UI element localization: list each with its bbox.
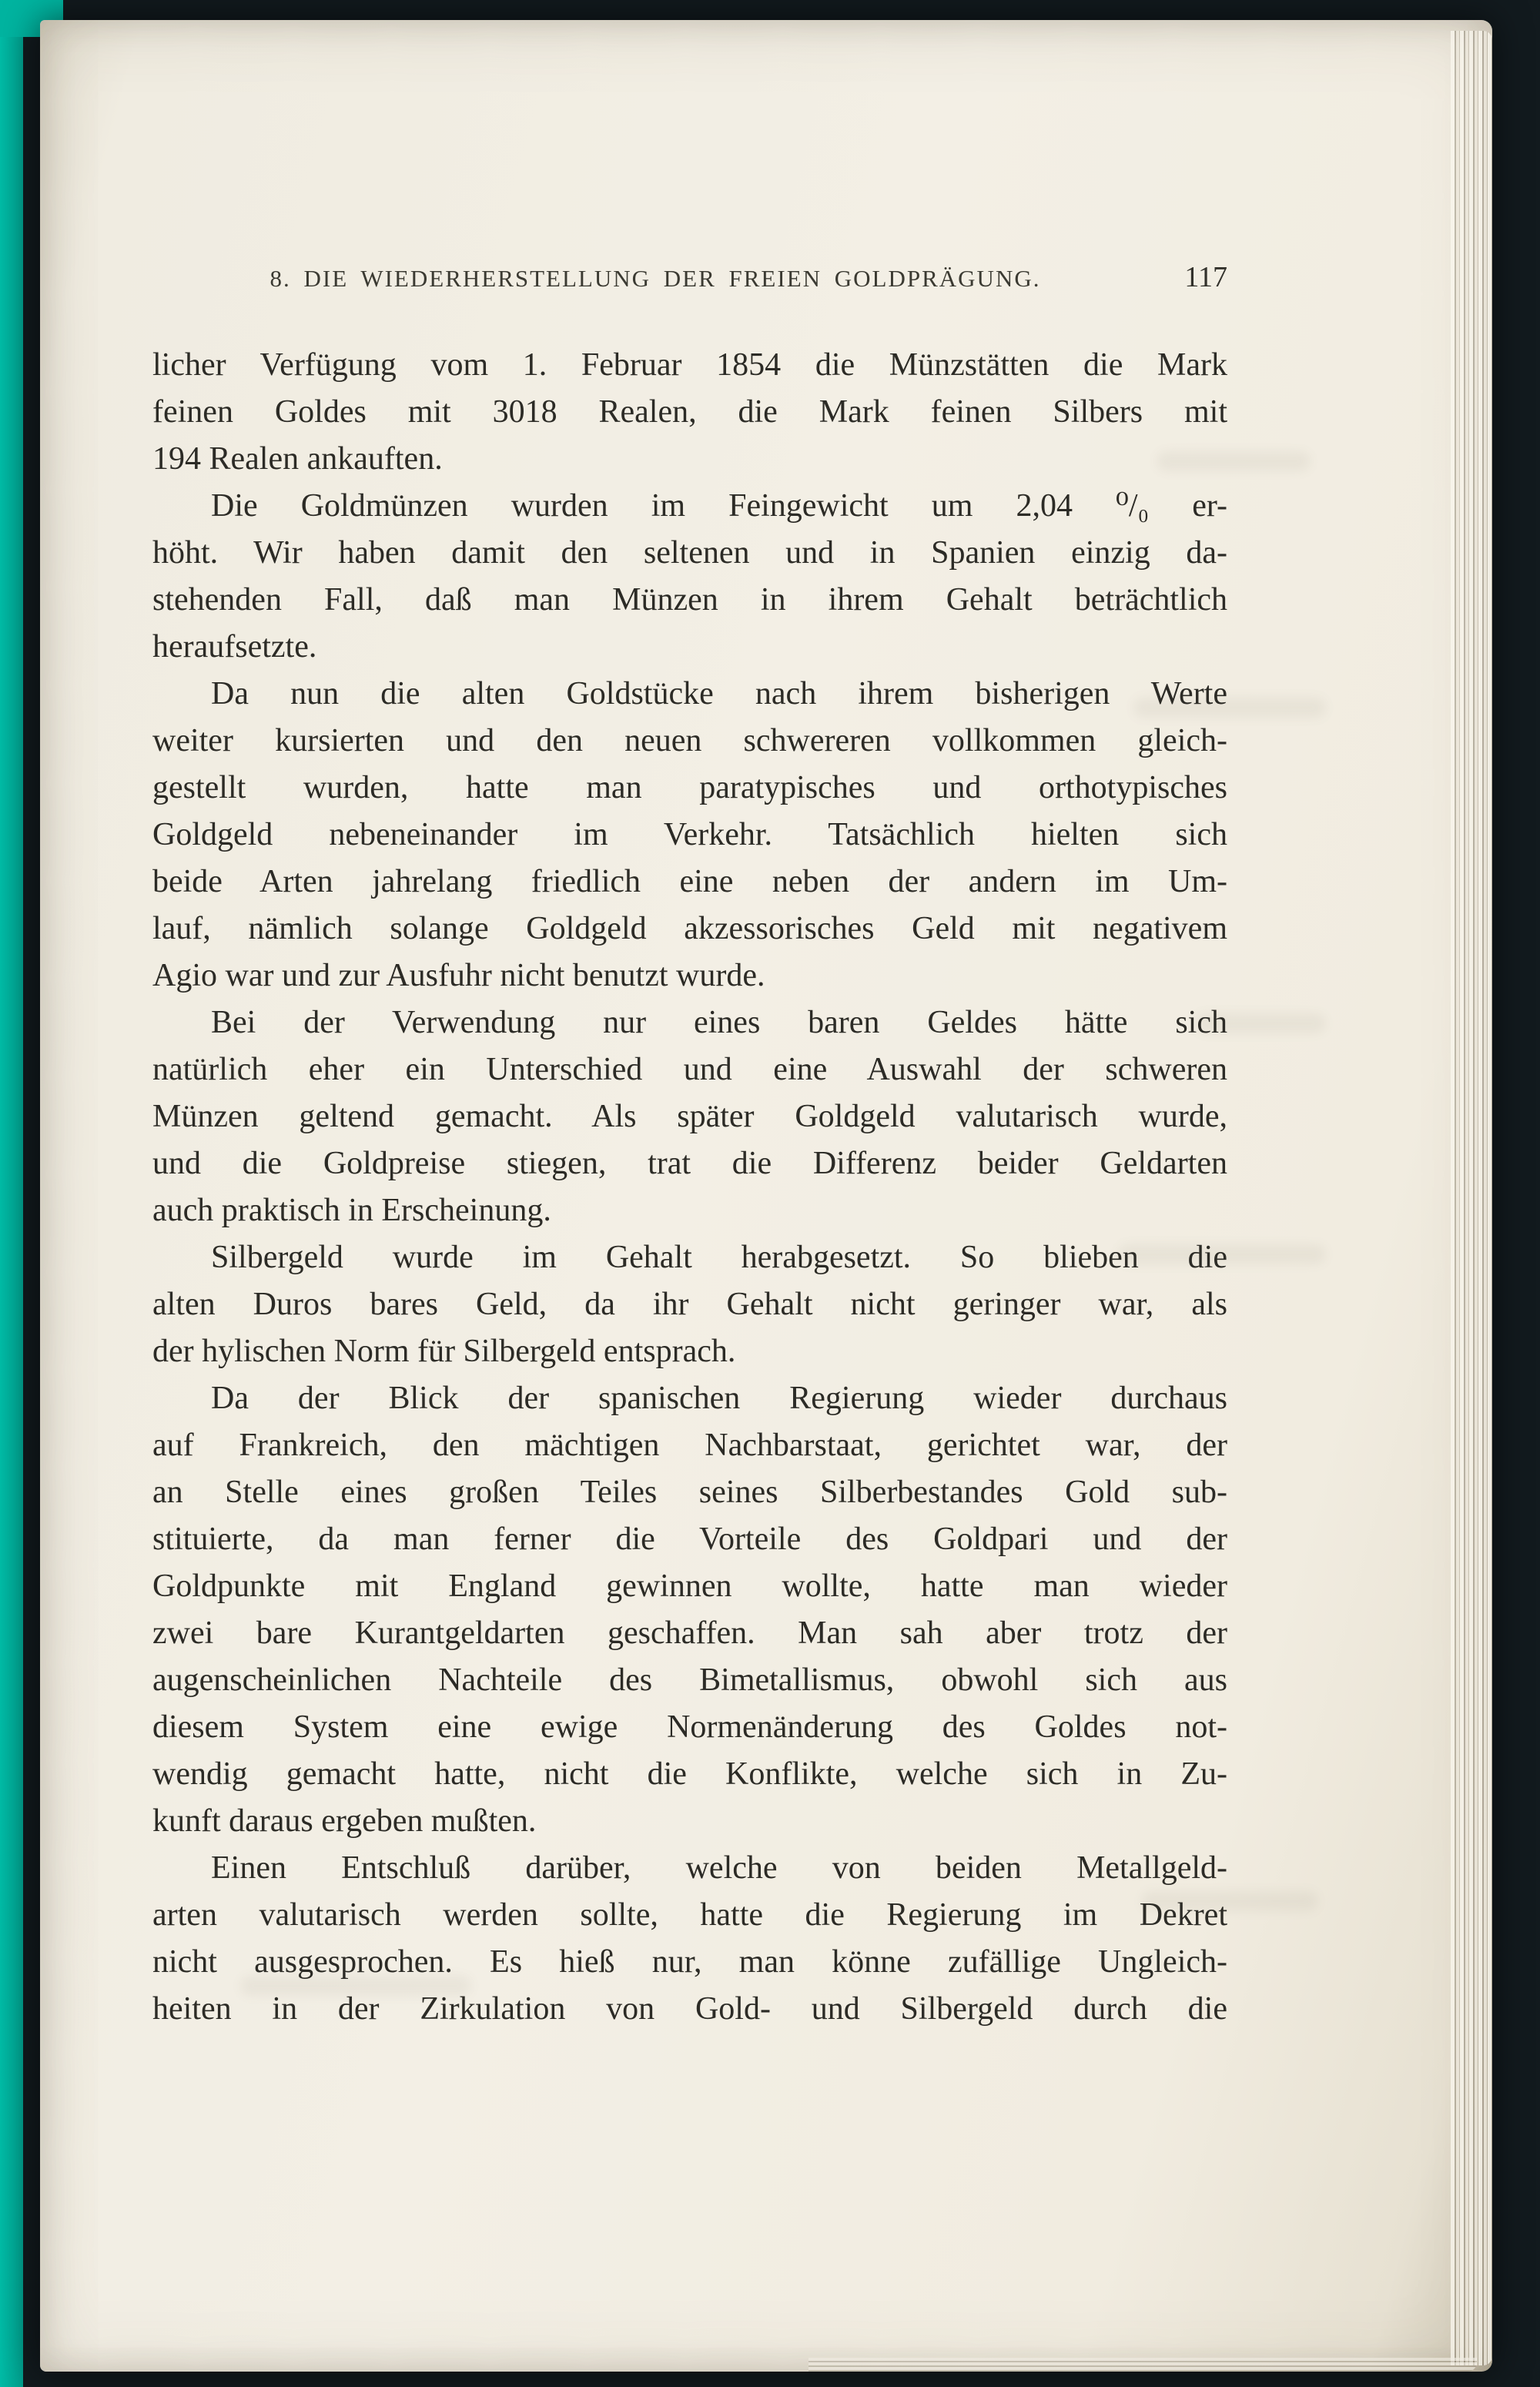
book-page	[40, 20, 1492, 2372]
text-line: Silbergeld wurde im Gehalt herabgesetzt. So blieben die	[211, 1240, 1227, 1275]
page-header	[152, 261, 1227, 300]
page-stack-edges	[1451, 31, 1492, 2365]
paragraph	[152, 1845, 1227, 2033]
text-line: höht. Wir haben damit den seltenen und in Spanien einzig da-	[152, 535, 1227, 571]
text-line: und die Goldpreise stiegen, trat die Differenz beider Geldarten	[152, 1146, 1227, 1181]
text-line: Münzen geltend gemacht. Als später Goldgeld valutarisch wurde,	[152, 1099, 1227, 1134]
text-line: 194 Realen ankauften.	[152, 441, 443, 477]
paragraph	[152, 671, 1227, 999]
text-line: arten valutarisch werden sollte, hatte die Regierung im Dekret	[152, 1897, 1227, 1933]
text-line: nicht ausgesprochen. Es hieß nur, man könne zufällige Ungleich-	[152, 1944, 1227, 1980]
text-line: Agio war und zur Ausfuhr nicht benutzt wurde.	[152, 958, 765, 993]
text-line: heraufsetzte.	[152, 629, 317, 665]
text-line: Die Goldmünzen wurden im Feingewicht um 2,04 ⁰/₀ er-	[211, 488, 1227, 524]
paragraph	[152, 999, 1227, 1234]
text-line: alten Duros bares Geld, da ihr Gehalt nicht geringer war, als	[152, 1287, 1227, 1322]
text-line: lauf, nämlich solange Goldgeld akzessorisches Geld mit negativem	[152, 911, 1227, 946]
text-line: feinen Goldes mit 3018 Realen, die Mark feinen Silbers mit	[152, 394, 1227, 430]
text-line: Da der Blick der spanischen Regierung wieder durchaus	[211, 1381, 1227, 1416]
text-line: heiten in der Zirkulation von Gold- und Silbergeld durch die	[152, 1991, 1227, 2027]
text-line: zwei bare Kurantgeldarten geschaffen. Man sah aber trotz der	[152, 1615, 1227, 1651]
text-line: auf Frankreich, den mächtigen Nachbarstaat, gerichtet war, der	[152, 1428, 1227, 1463]
text-line: an Stelle eines großen Teiles seines Silberbestandes Gold sub-	[152, 1475, 1227, 1510]
text-line: diesem System eine ewige Normenänderung des Goldes not-	[152, 1709, 1227, 1745]
page-stack-bottom-edges	[808, 2358, 1477, 2372]
text-line: Goldgeld nebeneinander im Verkehr. Tatsächlich hielten sich	[152, 817, 1227, 852]
text-line: stituierte, da man ferner die Vorteile des Goldpari und der	[152, 1522, 1227, 1557]
paragraph	[152, 1234, 1227, 1375]
book-cover-edge	[0, 0, 23, 2387]
paragraph	[152, 342, 1227, 483]
text-line: Goldpunkte mit England gewinnen wollte, hatte man wieder	[152, 1568, 1227, 1604]
text-line: licher Verfügung vom 1. Februar 1854 die Münzstätten die Mark	[152, 347, 1227, 383]
text-line: wendig gemacht hatte, nicht die Konflikte, welche sich in Zu-	[152, 1756, 1227, 1792]
text-line: gestellt wurden, hatte man paratypisches und orthotypisches	[152, 770, 1227, 805]
text-line: der hylischen Norm für Silbergeld entsprach.	[152, 1334, 736, 1369]
paragraph	[152, 1375, 1227, 1845]
page-text	[152, 342, 1227, 2033]
running-head: 8. DIE WIEDERHERSTELLUNG DER FREIEN GOLDPRÄGUNG.	[270, 265, 1041, 292]
text-line: natürlich eher ein Unterschied und eine Auswahl der schweren	[152, 1052, 1227, 1087]
text-line: augenscheinlichen Nachteile des Bimetallismus, obwohl sich aus	[152, 1662, 1227, 1698]
text-line: stehenden Fall, daß man Münzen in ihrem Gehalt beträchtlich	[152, 582, 1227, 618]
text-line: Einen Entschluß darüber, welche von beiden Metallgeld-	[211, 1850, 1227, 1886]
text-line: beide Arten jahrelang friedlich eine neben der andern im Um-	[152, 864, 1227, 899]
text-line: Bei der Verwendung nur eines baren Geldes hätte sich	[211, 1005, 1227, 1040]
text-line: weiter kursierten und den neuen schwereren vollkommen gleich-	[152, 723, 1227, 758]
text-line: kunft daraus ergeben mußten.	[152, 1803, 537, 1839]
text-line: Da nun die alten Goldstücke nach ihrem bisherigen Werte	[211, 676, 1227, 711]
page-content	[152, 20, 1227, 2033]
text-line: auch praktisch in Erscheinung.	[152, 1193, 551, 1228]
page-number: 117	[1184, 261, 1227, 293]
paragraph	[152, 483, 1227, 671]
